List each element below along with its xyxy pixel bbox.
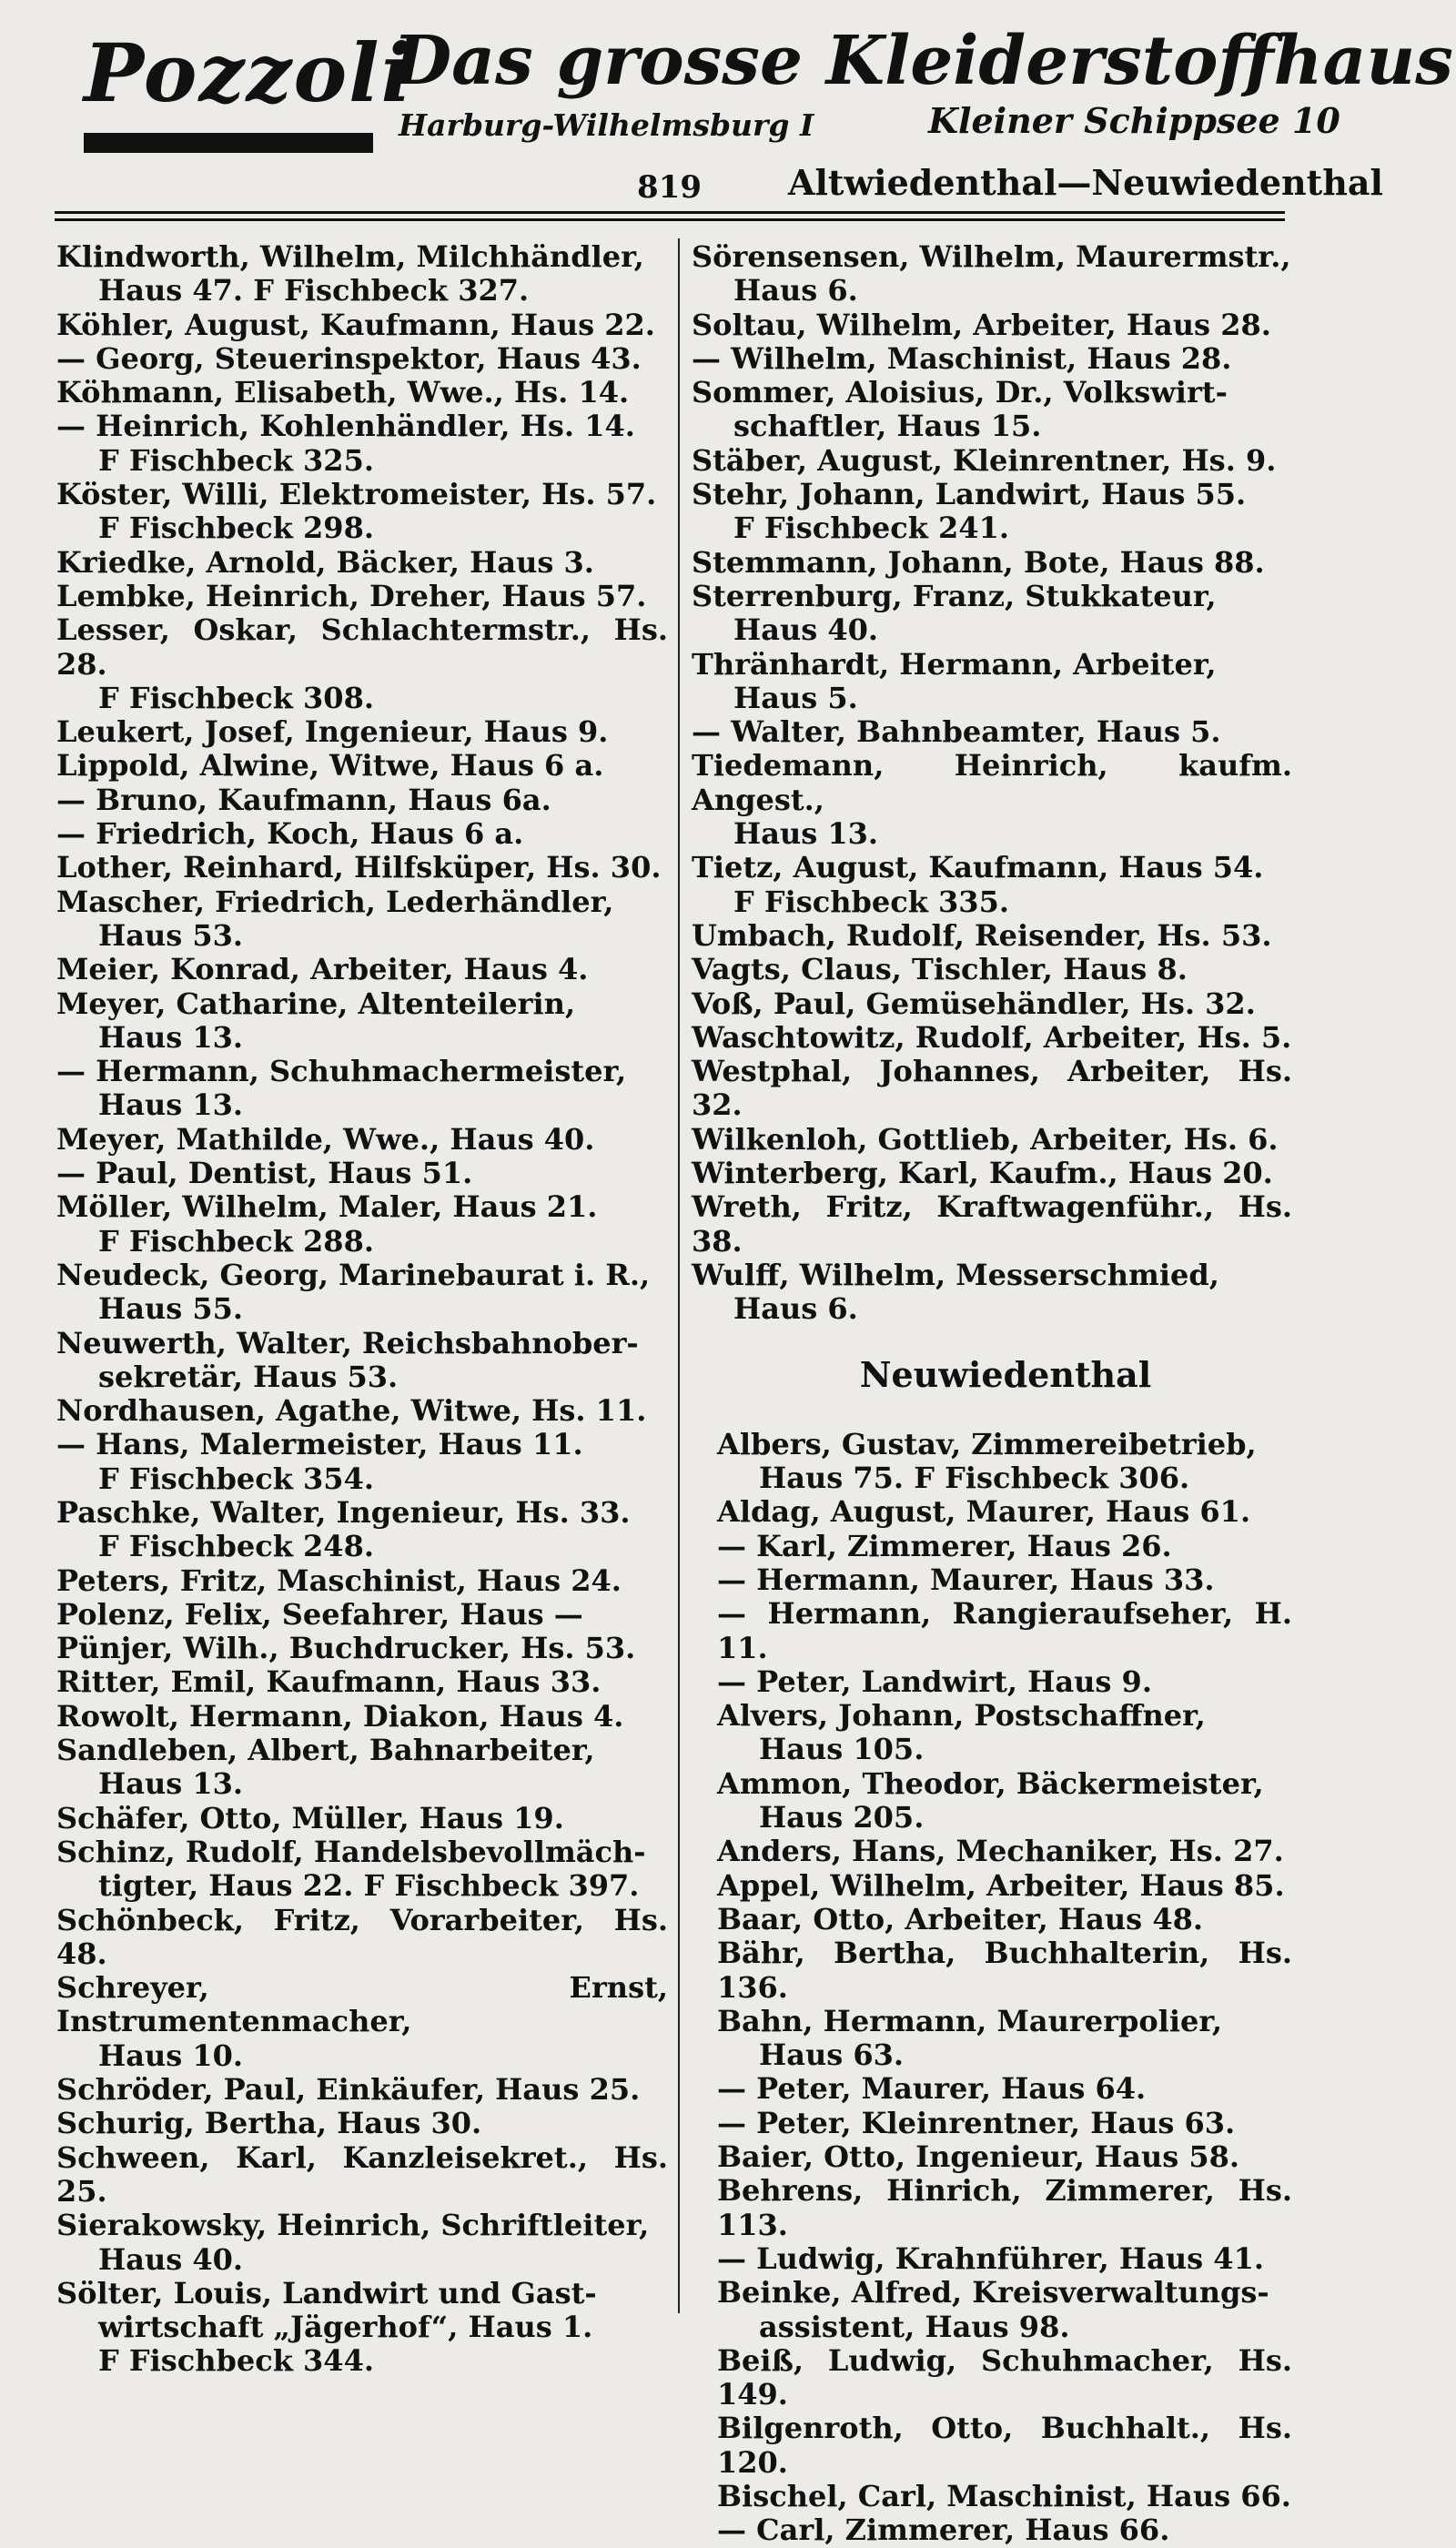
entry-line: Lother, Reinhard, Hilfsküper, Hs. 30. bbox=[56, 850, 662, 885]
entry-line: — Wilhelm, Maschinist, Haus 28. bbox=[692, 340, 1232, 376]
entry-continuation-line: schaftler, Haus 15. bbox=[733, 409, 1042, 444]
directory-entry bbox=[56, 1564, 668, 1598]
entry-line: Wulff, Wilhelm, Messerschmied, bbox=[692, 1257, 1219, 1292]
entry-line: Schinz, Rudolf, Handelsbevollmäch- bbox=[56, 1834, 646, 1869]
entry-continuation-line: Haus 13. bbox=[98, 1019, 244, 1055]
entry-line: Pünjer, Wilh., Buchdrucker, Hs. 53. bbox=[56, 1631, 636, 1666]
directory-entry bbox=[56, 1802, 668, 1835]
running-head: Altwiedenthal—Neuwiedenthal bbox=[788, 162, 1383, 203]
directory-entry bbox=[717, 1563, 1292, 1597]
entry-line: — Hans, Malermeister, Haus 11. bbox=[56, 1427, 583, 1462]
directory-entry bbox=[56, 885, 668, 954]
entry-line: — Peter, Landwirt, Haus 9. bbox=[717, 1663, 1152, 1699]
entry-line: Leukert, Josef, Ingenieur, Haus 9. bbox=[56, 714, 609, 750]
directory-entry bbox=[56, 1123, 668, 1157]
entry-line: Mascher, Friedrich, Lederhändler, bbox=[56, 884, 614, 919]
page-number: 819 bbox=[637, 169, 702, 206]
entry-line: Westphal, Johannes, Arbeiter, Hs. 32. bbox=[692, 1054, 1292, 1123]
entry-line: Sierakowsky, Heinrich, Schriftleiter, bbox=[56, 2208, 650, 2243]
directory-entry bbox=[692, 1021, 1292, 1055]
directory-entry bbox=[56, 2277, 668, 2379]
directory-entry bbox=[56, 1190, 668, 1259]
entry-continuation-line: Haus 40. bbox=[98, 2241, 244, 2277]
entry-line: Stemmann, Johann, Bote, Haus 88. bbox=[692, 544, 1265, 580]
entry-line: Klindworth, Wilhelm, Milchhändler, bbox=[56, 239, 644, 274]
entry-continuation-line: tigter, Haus 22. F Fischbeck 397. bbox=[98, 1868, 640, 1904]
directory-entry bbox=[56, 342, 668, 376]
entry-line: Thränhardt, Hermann, Arbeiter, bbox=[692, 646, 1217, 682]
directory-entry bbox=[56, 851, 668, 885]
directory-entry bbox=[717, 2513, 1292, 2547]
header-rule bbox=[55, 218, 1285, 221]
directory-entry bbox=[56, 1428, 668, 1496]
directory-entry bbox=[56, 1632, 668, 1665]
entry-continuation-line: F Fischbeck 335. bbox=[733, 884, 1009, 919]
entry-line: Bilgenroth, Otto, Buchhalt., Hs. 120. bbox=[717, 2411, 1292, 2480]
entry-line: Köster, Willi, Elektromeister, Hs. 57. bbox=[56, 477, 657, 512]
entry-continuation-line: wirtschaft „Jägerhof“, Haus 1. bbox=[98, 2310, 593, 2345]
ad-title: Das grosse Kleiderstoffhaus bbox=[393, 22, 1453, 100]
directory-entry bbox=[56, 240, 668, 308]
entry-line: Ritter, Emil, Kaufmann, Haus 33. bbox=[56, 1664, 602, 1700]
directory-entry bbox=[692, 444, 1292, 478]
entry-continuation-line: Haus 5. bbox=[733, 680, 858, 715]
directory-entry bbox=[717, 2344, 1292, 2412]
entry-continuation-line: Haus 6. bbox=[733, 1291, 858, 1327]
entry-line: Meyer, Mathilde, Wwe., Haus 40. bbox=[56, 1121, 595, 1157]
left-column bbox=[56, 240, 668, 2379]
directory-entry bbox=[56, 580, 668, 613]
entry-line: Bähr, Bertha, Buchhalterin, Hs. 136. bbox=[717, 1936, 1292, 2005]
directory-entry bbox=[717, 1530, 1292, 1563]
directory-entry bbox=[717, 1428, 1292, 1496]
entry-line: Meier, Konrad, Arbeiter, Haus 4. bbox=[56, 952, 589, 987]
entry-line: — Karl, Zimmerer, Haus 26. bbox=[717, 1528, 1172, 1563]
directory-entry bbox=[692, 1123, 1292, 1157]
entry-line: Beiß, Ludwig, Schuhmacher, Hs. 149. bbox=[717, 2342, 1292, 2412]
entry-line: — Hermann, Schuhmachermeister, bbox=[56, 1054, 627, 1089]
entry-line: Vagts, Claus, Tischler, Haus 8. bbox=[692, 952, 1188, 987]
entry-line: Stäber, August, Kleinrentner, Hs. 9. bbox=[692, 442, 1277, 478]
directory-entry bbox=[692, 648, 1292, 716]
entry-line: Polenz, Felix, Seefahrer, Haus — bbox=[56, 1596, 583, 1632]
directory-entry bbox=[717, 2480, 1292, 2513]
entry-line: Möller, Wilhelm, Maler, Haus 21. bbox=[56, 1189, 598, 1225]
entry-line: Bahn, Hermann, Maurerpolier, bbox=[717, 2003, 1223, 2038]
directory-entry bbox=[56, 784, 668, 817]
entry-line: — Paul, Dentist, Haus 51. bbox=[56, 1156, 473, 1191]
directory-entry bbox=[56, 410, 668, 478]
entry-line: Schween, Karl, Kanzleisekret., Hs. 25. bbox=[56, 2139, 668, 2209]
entry-continuation-line: Haus 10. bbox=[98, 2037, 244, 2073]
directory-entry bbox=[692, 1190, 1292, 1259]
entry-line: Lippold, Alwine, Witwe, Haus 6 a. bbox=[56, 748, 604, 784]
directory-entry bbox=[692, 919, 1292, 953]
directory-entry bbox=[692, 342, 1292, 376]
entry-line: Aldag, August, Maurer, Haus 61. bbox=[717, 1494, 1251, 1530]
entry-continuation-line: F Fischbeck 325. bbox=[98, 442, 374, 478]
entry-line: Stehr, Johann, Landwirt, Haus 55. bbox=[692, 477, 1247, 512]
directory-entry bbox=[717, 1495, 1292, 1529]
entry-line: — Walter, Bahnbeamter, Haus 5. bbox=[692, 714, 1221, 750]
section-heading: Neuwiedenthal bbox=[859, 1353, 1152, 1395]
directory-entry bbox=[692, 240, 1292, 308]
directory-entry bbox=[56, 1734, 668, 1802]
directory-entry bbox=[692, 1259, 1292, 1327]
entry-continuation-line: F Fischbeck 344. bbox=[98, 2343, 374, 2379]
entry-line: Tietz, August, Kaufmann, Haus 54. bbox=[692, 850, 1264, 885]
entry-line: Soltau, Wilhelm, Arbeiter, Haus 28. bbox=[692, 307, 1271, 342]
entry-line: Peters, Fritz, Maschinist, Haus 24. bbox=[56, 1562, 622, 1598]
entry-line: Anders, Hans, Mechaniker, Hs. 27. bbox=[717, 1834, 1284, 1869]
directory-entry bbox=[692, 715, 1292, 749]
directory-entry bbox=[717, 2412, 1292, 2480]
directory-entry bbox=[56, 1394, 668, 1428]
entry-line: Lesser, Oskar, Schlachtermstr., Hs. 28. bbox=[56, 612, 668, 682]
entry-line: Paschke, Walter, Ingenieur, Hs. 33. bbox=[56, 1494, 631, 1530]
directory-entry bbox=[692, 1055, 1292, 1123]
directory-entry bbox=[56, 1327, 668, 1395]
entry-continuation-line: Haus 63. bbox=[759, 2037, 905, 2073]
directory-entry bbox=[692, 851, 1292, 919]
directory-entry bbox=[56, 1835, 668, 1904]
directory-entry bbox=[692, 953, 1292, 986]
directory-entry bbox=[56, 2107, 668, 2140]
entry-line: Schreyer, Ernst, Instrumentenmacher, bbox=[56, 1970, 668, 2039]
entry-line: Neuwerth, Walter, Reichsbahnober- bbox=[56, 1325, 639, 1360]
directory-entry bbox=[692, 1157, 1292, 1190]
directory-entry bbox=[56, 1700, 668, 1734]
entry-line: Sörensensen, Wilhelm, Maurermstr., bbox=[692, 239, 1291, 274]
directory-entry bbox=[717, 1869, 1292, 1903]
entry-continuation-line: Haus 75. F Fischbeck 306. bbox=[759, 1461, 1190, 1496]
directory-entry bbox=[717, 1699, 1292, 1767]
entry-continuation-line: Haus 13. bbox=[98, 1766, 244, 1802]
entry-line: — Bruno, Kaufmann, Haus 6a. bbox=[56, 782, 551, 817]
entry-continuation-line: Haus 53. bbox=[98, 917, 244, 953]
entry-continuation-line: F Fischbeck 308. bbox=[98, 680, 374, 715]
entry-line: Lembke, Heinrich, Dreher, Haus 57. bbox=[56, 578, 647, 613]
directory-entry bbox=[692, 546, 1292, 580]
directory-entry bbox=[717, 1835, 1292, 1868]
entry-continuation-line: Haus 47. F Fischbeck 327. bbox=[98, 273, 530, 308]
entry-line: Bischel, Carl, Maschinist, Haus 66. bbox=[717, 2479, 1291, 2513]
entry-line: — Peter, Maurer, Haus 64. bbox=[717, 2071, 1147, 2107]
entry-line: — Peter, Kleinrentner, Haus 63. bbox=[717, 2105, 1236, 2140]
entry-line: — Heinrich, Kohlenhändler, Hs. 14. bbox=[56, 409, 635, 444]
ad-address-left: Harburg-Wilhelmsburg I bbox=[399, 107, 814, 143]
entry-continuation-line: Haus 205. bbox=[759, 1800, 925, 1835]
header-rule bbox=[55, 211, 1285, 214]
entry-line: Beinke, Alfred, Kreisverwaltungs- bbox=[717, 2275, 1269, 2310]
entry-line: Kriedke, Arnold, Bäcker, Haus 3. bbox=[56, 544, 594, 580]
entry-continuation-line: sekretär, Haus 53. bbox=[98, 1359, 399, 1394]
entry-line: Albers, Gustav, Zimmereibetrieb, bbox=[717, 1426, 1257, 1461]
right-column bbox=[692, 240, 1292, 2548]
directory-entry bbox=[56, 749, 668, 783]
entry-line: Voß, Paul, Gemüsehändler, Hs. 32. bbox=[692, 986, 1256, 1021]
entry-continuation-line: assistent, Haus 98. bbox=[759, 2309, 1070, 2344]
entry-continuation-line: F Fischbeck 248. bbox=[98, 1529, 374, 1564]
entry-continuation-line: Haus 13. bbox=[733, 816, 879, 852]
directory-entry bbox=[717, 2174, 1292, 2242]
entry-line: Wreth, Fritz, Kraftwagenführ., Hs. 38. bbox=[692, 1189, 1292, 1259]
directory-entry bbox=[692, 478, 1292, 546]
entry-line: Ammon, Theodor, Bäckermeister, bbox=[717, 1765, 1264, 1801]
directory-entry bbox=[717, 1936, 1292, 2005]
entry-line: Wilkenloh, Gottlieb, Arbeiter, Hs. 6. bbox=[692, 1121, 1279, 1157]
directory-entry bbox=[692, 749, 1292, 851]
directory-entry bbox=[56, 1598, 668, 1632]
directory-entry bbox=[692, 376, 1292, 444]
entry-continuation-line: Haus 13. bbox=[98, 1087, 244, 1123]
entry-continuation-line: Haus 105. bbox=[759, 1732, 925, 1767]
directory-entry bbox=[717, 2005, 1292, 2073]
entry-line: Schröder, Paul, Einkäufer, Haus 25. bbox=[56, 2072, 641, 2108]
entry-line: Umbach, Rudolf, Reisender, Hs. 53. bbox=[692, 917, 1272, 953]
entry-line: Sommer, Aloisius, Dr., Volkswirt- bbox=[692, 375, 1228, 410]
directory-entry bbox=[717, 2107, 1292, 2140]
directory-entry bbox=[56, 817, 668, 851]
directory-entry bbox=[56, 2209, 668, 2277]
right-column-lower bbox=[717, 1428, 1292, 2548]
entry-continuation-line: Haus 40. bbox=[733, 612, 879, 648]
directory-entry bbox=[717, 1903, 1292, 1936]
entry-line: — Georg, Steuerinspektor, Haus 43. bbox=[56, 340, 642, 376]
directory-entry bbox=[56, 546, 668, 580]
directory-entry bbox=[717, 2242, 1292, 2276]
directory-entry bbox=[692, 580, 1292, 648]
directory-entry bbox=[56, 1496, 668, 1564]
entry-continuation-line: Haus 6. bbox=[733, 273, 858, 308]
directory-entry bbox=[56, 2073, 668, 2107]
entry-line: Rowolt, Hermann, Diakon, Haus 4. bbox=[56, 1698, 624, 1734]
directory-entry bbox=[56, 308, 668, 342]
entry-line: Baier, Otto, Ingenieur, Haus 58. bbox=[717, 2139, 1240, 2175]
ad-brand: Pozzoli bbox=[84, 25, 414, 120]
entry-line: — Carl, Zimmerer, Haus 66. bbox=[717, 2513, 1170, 2548]
directory-entry bbox=[717, 2140, 1292, 2174]
entry-line: Sölter, Louis, Landwirt und Gast- bbox=[56, 2275, 597, 2310]
directory-entry bbox=[56, 2141, 668, 2209]
directory-entry bbox=[56, 1665, 668, 1699]
entry-line: Sterrenburg, Franz, Stukkateur, bbox=[692, 578, 1217, 613]
entry-line: — Hermann, Rangieraufseher, H. 11. bbox=[717, 1596, 1292, 1665]
entry-line: Köhmann, Elisabeth, Wwe., Hs. 14. bbox=[56, 375, 630, 410]
entry-line: Baar, Otto, Arbeiter, Haus 48. bbox=[717, 1901, 1203, 1936]
entry-line: Alvers, Johann, Postschaffner, bbox=[717, 1698, 1206, 1734]
entry-line: — Ludwig, Krahnführer, Haus 41. bbox=[717, 2240, 1264, 2276]
directory-entry bbox=[717, 1597, 1292, 1665]
entry-line: Neudeck, Georg, Marinebaurat i. R., bbox=[56, 1257, 651, 1292]
entry-line: Sandleben, Albert, Bahnarbeiter, bbox=[56, 1733, 595, 1768]
ad-black-bar bbox=[84, 133, 373, 153]
directory-entry bbox=[56, 376, 668, 410]
entry-continuation-line: Haus 55. bbox=[98, 1291, 244, 1327]
directory-entry bbox=[717, 2276, 1292, 2344]
directory-entry bbox=[692, 987, 1292, 1021]
entry-line: — Friedrich, Koch, Haus 6 a. bbox=[56, 816, 524, 852]
entry-continuation-line: F Fischbeck 241. bbox=[733, 511, 1009, 546]
directory-entry bbox=[56, 1157, 668, 1190]
directory-entry bbox=[56, 478, 668, 546]
directory-entry bbox=[56, 987, 668, 1056]
entry-line: Tiedemann, Heinrich, kaufm. Angest., bbox=[692, 748, 1292, 817]
entry-line: Behrens, Hinrich, Zimmerer, Hs. 113. bbox=[717, 2173, 1292, 2242]
right-column-upper bbox=[692, 240, 1292, 1327]
directory-entry bbox=[56, 715, 668, 749]
entry-line: Schönbeck, Fritz, Vorarbeiter, Hs. 48. bbox=[56, 1902, 668, 1971]
entry-line: Appel, Wilhelm, Arbeiter, Haus 85. bbox=[717, 1867, 1285, 1903]
directory-entry bbox=[717, 1665, 1292, 1699]
entry-line: Köhler, August, Kaufmann, Haus 22. bbox=[56, 307, 655, 342]
entry-line: Waschtowitz, Rudolf, Arbeiter, Hs. 5. bbox=[692, 1019, 1292, 1055]
entry-line: Winterberg, Karl, Kaufm., Haus 20. bbox=[692, 1156, 1273, 1191]
directory-entry bbox=[717, 2072, 1292, 2106]
directory-entry bbox=[717, 1767, 1292, 1835]
column-divider bbox=[678, 238, 680, 2313]
directory-entry bbox=[56, 1055, 668, 1123]
entry-line: — Hermann, Maurer, Haus 33. bbox=[717, 1562, 1215, 1597]
entry-continuation-line: F Fischbeck 354. bbox=[98, 1461, 374, 1496]
entry-continuation-line: F Fischbeck 288. bbox=[98, 1223, 374, 1259]
entry-continuation-line: F Fischbeck 298. bbox=[98, 511, 374, 546]
ad-address-right: Kleiner Schippsee 10 bbox=[928, 100, 1340, 141]
directory-entry bbox=[692, 308, 1292, 342]
directory-entry bbox=[56, 613, 668, 715]
directory-entry bbox=[56, 953, 668, 986]
directory-entry bbox=[56, 1259, 668, 1327]
entry-line: Schäfer, Otto, Müller, Haus 19. bbox=[56, 1800, 564, 1835]
directory-entry bbox=[56, 1971, 668, 2073]
directory-entry bbox=[56, 1904, 668, 1972]
entry-line: Meyer, Catharine, Altenteilerin, bbox=[56, 986, 576, 1021]
entry-line: Nordhausen, Agathe, Witwe, Hs. 11. bbox=[56, 1393, 647, 1429]
entry-line: Schurig, Bertha, Haus 30. bbox=[56, 2106, 482, 2141]
